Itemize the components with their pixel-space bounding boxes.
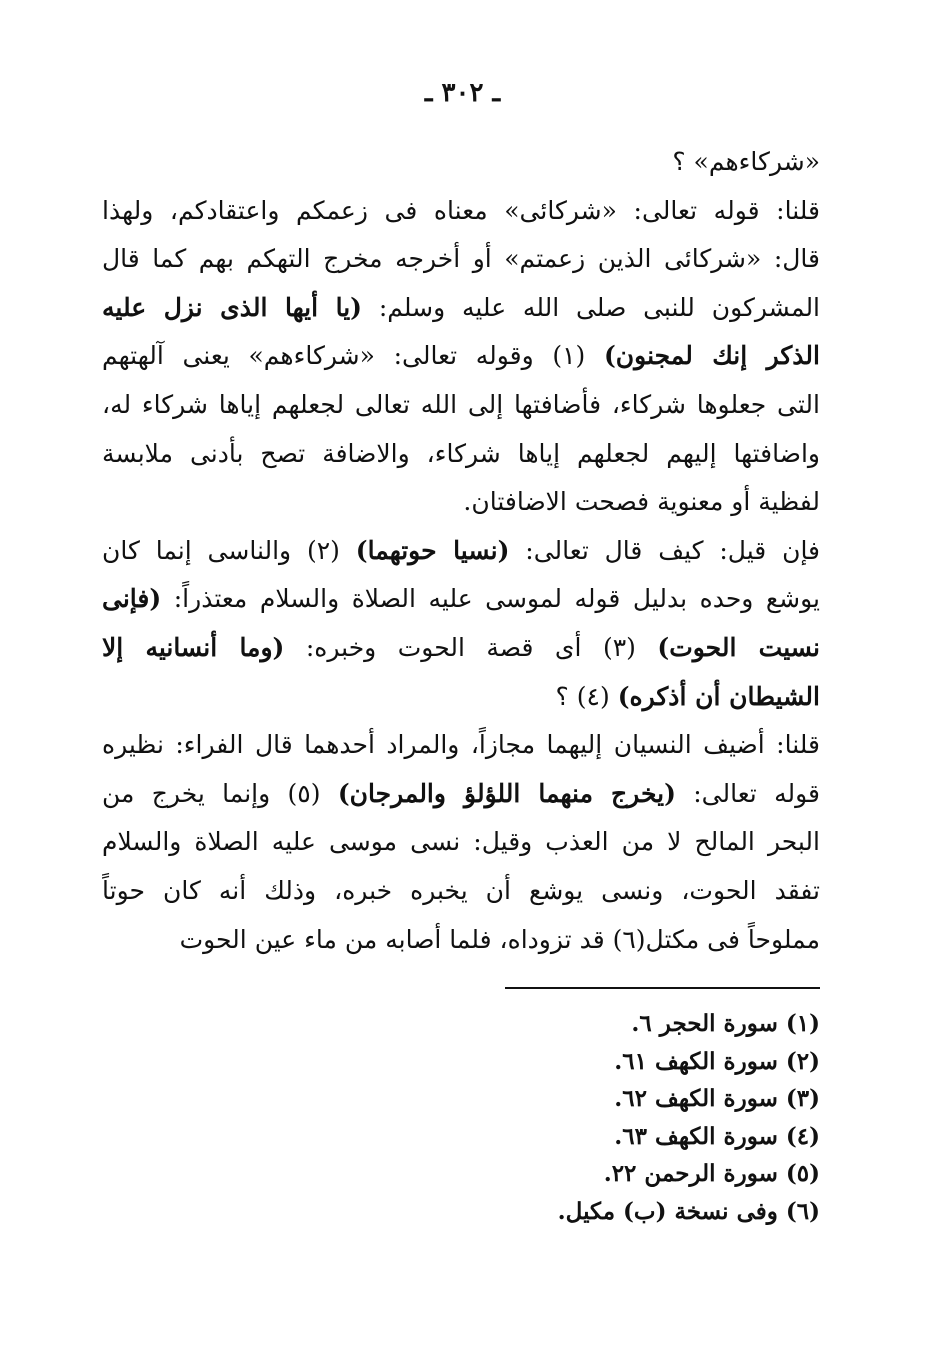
text-line xyxy=(102,527,820,576)
text-segment: لفظية أو معنوية فصحت الاضافتان. xyxy=(463,487,820,517)
text-line xyxy=(102,332,820,381)
footnote-separator xyxy=(505,987,820,989)
quran-quote: (وما أنسانيه إلا xyxy=(102,632,285,662)
text-segment: تفقد الحوت، ونسى يوشع أن يخبره خبره، وذلك أنه كان حوتاً xyxy=(102,875,820,905)
quran-quote: الذكر إنك لمجنون) xyxy=(603,341,820,371)
text-line xyxy=(102,624,820,673)
footnote: (٣) سورة الكهف ٦٢. xyxy=(614,1085,820,1112)
text-line xyxy=(102,721,820,770)
footnote: (٦) وفى نسخة (ب) مكيل. xyxy=(557,1197,820,1225)
text-segment: يوشع وحده بدليل قوله لموسى عليه الصلاة والسلام معتذراً: xyxy=(173,584,820,614)
text-segment: قلنا: أضيف النسيان إليهما مجازاً، والمراد أحدهما قال الفراء: نظيره xyxy=(102,730,820,760)
text-segment: المشركون للنبى صلى الله عليه وسلم: xyxy=(378,292,820,322)
text-segment: مملوحاً فى مكتل(٦) قد تزوداه، فلما أصابه من ماء عين الحوت xyxy=(179,924,820,954)
footnote: (١) سورة الحجر ٦. xyxy=(631,1010,820,1037)
quran-quote: (يخرج منهما اللؤلؤ والمرجان) xyxy=(337,778,676,808)
text-line xyxy=(102,818,820,867)
text-segment: (١) وقوله تعالى: «شركاءهم» يعنى آلهتهم xyxy=(102,341,586,371)
text-line xyxy=(102,430,820,479)
text-segment: البحر المالح لا من العذب وقيل: نسى موسى عليه الصلاة والسلام xyxy=(102,827,820,857)
quran-quote: الشيطان أن أذكره) xyxy=(617,681,820,711)
main-text xyxy=(102,138,820,964)
text-segment: واضافتها إليهم لجعلهم إياها شركاء، والاضافة تصح بأدنى ملابسة xyxy=(102,438,820,468)
text-segment: فإن قيل: كيف قال تعالى: xyxy=(525,535,820,565)
page-number: ـ ٣٠٢ ـ xyxy=(424,78,501,108)
text-segment: (٥) وإنما يخرج من xyxy=(102,778,321,808)
text-line xyxy=(102,138,820,187)
text-line xyxy=(102,284,820,333)
text-segment: (٢) والناسى إنما كان xyxy=(102,535,340,565)
quran-quote: نسيت الحوت) xyxy=(657,632,820,662)
text-line xyxy=(102,673,820,722)
footnotes xyxy=(420,1005,820,1230)
footnote: (٢) سورة الكهف ٦١. xyxy=(614,1047,820,1075)
footnote: (٤) سورة الكهف ٦٣. xyxy=(614,1122,820,1150)
text-line xyxy=(102,867,820,916)
footnote: (٥) سورة الرحمن ٢٢. xyxy=(603,1160,820,1187)
text-line xyxy=(102,478,820,527)
text-line xyxy=(102,916,820,965)
text-segment: (٤) ؟ xyxy=(555,681,610,711)
text-line xyxy=(102,235,820,284)
quran-quote: (نسيا حوتهما) xyxy=(355,535,510,565)
text-segment: قلنا: قوله تعالى: «شركائى» معناه فى زعمكم واعتقادكم، ولهذا xyxy=(102,195,820,225)
quran-quote: (يا أيها الذى نزل عليه xyxy=(102,292,362,322)
text-line xyxy=(102,187,820,236)
text-line xyxy=(102,575,820,624)
text-line xyxy=(102,381,820,430)
text-segment: قال: «شركائى الذين زعمتم» أو أخرجه مخرج التهكم بهم كما قال xyxy=(102,244,820,274)
text-segment: «شركاءهم» ؟ xyxy=(672,147,820,176)
text-segment: (٣) أى قصة الحوت وخبره: xyxy=(305,632,636,662)
text-segment: التى جعلوها شركاء، فأضافتها إلى الله تعالى لجعلهم إياها شركاء له، xyxy=(102,389,820,419)
text-segment: قوله تعالى: xyxy=(693,778,820,808)
quran-quote: (فإنى xyxy=(102,584,162,614)
text-line xyxy=(102,770,820,819)
